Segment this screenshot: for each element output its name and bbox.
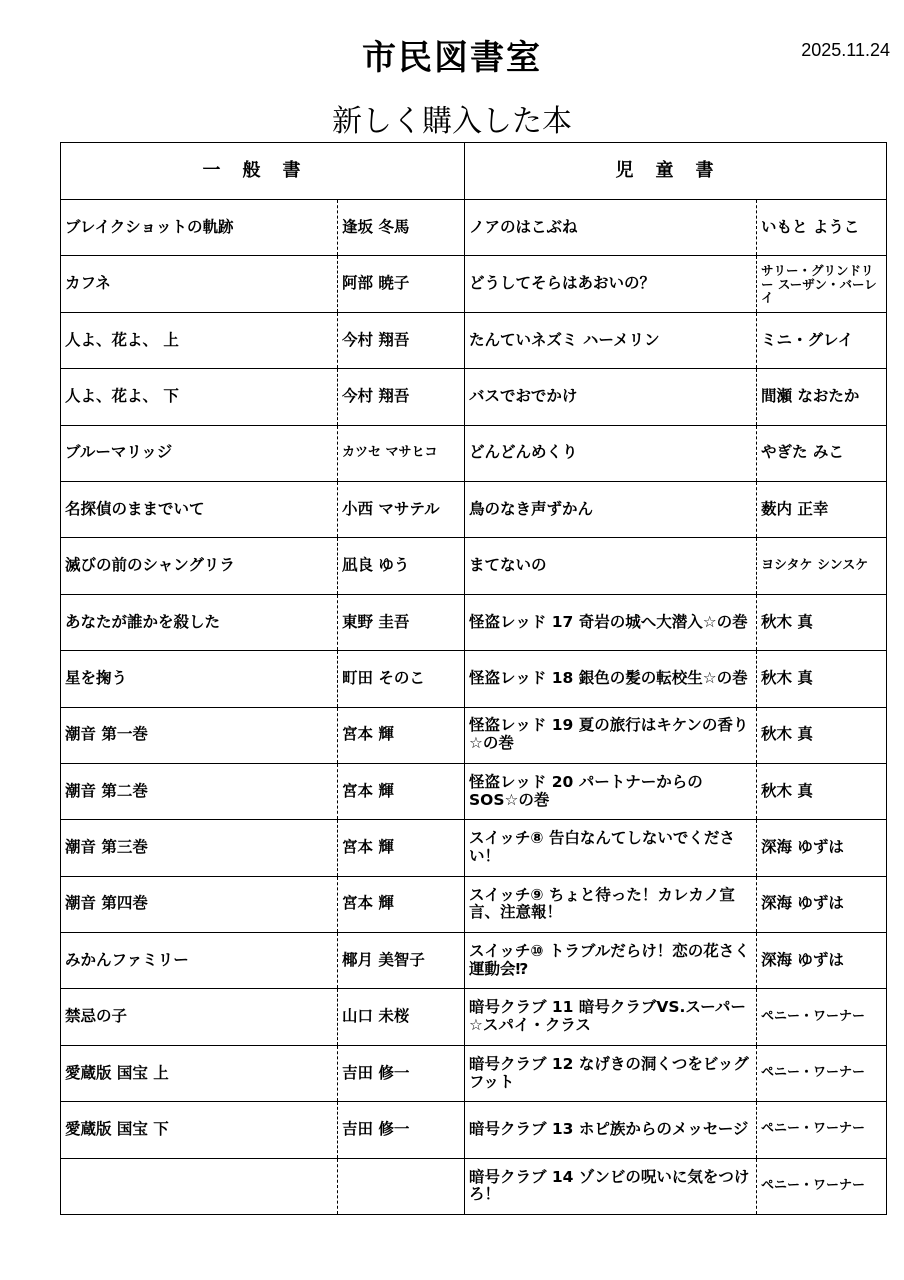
children-book-title: どんどんめくり: [465, 425, 757, 481]
table-row: [61, 763, 887, 819]
children-book-title: 暗号クラブ 13 ホピ族からのメッセージ: [465, 1102, 757, 1158]
table-row: [61, 481, 887, 537]
children-book-title: 怪盗レッド 19 夏の旅行はキケンの香り☆の巻: [465, 707, 757, 763]
page-subtitle: 新しく購入した本: [332, 104, 572, 139]
general-book-author: 山口 未桜: [338, 989, 465, 1045]
general-book-author: 宮本 輝: [338, 876, 465, 932]
table-row: [61, 312, 887, 368]
children-book-title: スイッチ⑨ ちょと待った！カレカノ宣言、注意報！: [465, 876, 757, 932]
children-book-author: 秋木 真: [757, 651, 887, 707]
children-book-author: やぎた みこ: [757, 425, 887, 481]
children-book-author: サリー・グリンドリー スーザン・バーレイ: [757, 256, 887, 312]
general-book-author: [338, 1158, 465, 1214]
general-book-title: 潮音 第四巻: [61, 876, 338, 932]
table-row: [61, 1158, 887, 1214]
children-book-author: 秋木 真: [757, 763, 887, 819]
general-book-author: 宮本 輝: [338, 820, 465, 876]
table-row: [61, 933, 887, 989]
general-book-author: カツセ マサヒコ: [338, 425, 465, 481]
children-book-title: 鳥のなき声ずかん: [465, 481, 757, 537]
general-book-title: 潮音 第三巻: [61, 820, 338, 876]
general-book-author: 東野 圭吾: [338, 594, 465, 650]
general-book-title: 愛蔵版 国宝 上: [61, 1045, 338, 1101]
children-book-author: ペニー・ワーナー: [757, 989, 887, 1045]
general-book-author: 宮本 輝: [338, 763, 465, 819]
general-book-title: 人よ、花よ、 上: [61, 312, 338, 368]
table-row: [61, 1102, 887, 1158]
general-book-title: ブレイクショットの軌跡: [61, 200, 338, 256]
table-row: [61, 1045, 887, 1101]
general-book-title: ブルーマリッジ: [61, 425, 338, 481]
children-book-title: スイッチ⑩ トラブルだらけ！恋の花さく運動会⁉: [465, 933, 757, 989]
general-book-title: 人よ、花よ、 下: [61, 369, 338, 425]
children-book-author: 深海 ゆずは: [757, 820, 887, 876]
general-book-author: 町田 そのこ: [338, 651, 465, 707]
general-book-author: 吉田 修一: [338, 1102, 465, 1158]
children-book-title: どうしてそらはあおいの？: [465, 256, 757, 312]
general-book-title: 滅びの前のシャングリラ: [61, 538, 338, 594]
children-book-author: 深海 ゆずは: [757, 876, 887, 932]
children-book-title: 怪盗レッド 20 パートナーからのSOS☆の巻: [465, 763, 757, 819]
table-row: [61, 369, 887, 425]
children-book-title: バスでおでかけ: [465, 369, 757, 425]
general-book-title: みかんファミリー: [61, 933, 338, 989]
general-book-title: 星を掬う: [61, 651, 338, 707]
table-row: [61, 200, 887, 256]
children-book-author: ヨシタケ シンスケ: [757, 538, 887, 594]
general-book-author: 凪良 ゆう: [338, 538, 465, 594]
children-book-author: いもと ようこ: [757, 200, 887, 256]
general-book-title: 潮音 第二巻: [61, 763, 338, 819]
children-book-title: たんていネズミ ハーメリン: [465, 312, 757, 368]
general-book-title: 愛蔵版 国宝 下: [61, 1102, 338, 1158]
general-book-author: 椰月 美智子: [338, 933, 465, 989]
general-book-author: 逢坂 冬馬: [338, 200, 465, 256]
table-row: [61, 707, 887, 763]
children-book-title: 怪盗レッド 17 奇岩の城へ大潜入☆の巻: [465, 594, 757, 650]
table-row: [61, 651, 887, 707]
children-book-author: ペニー・ワーナー: [757, 1045, 887, 1101]
general-book-title: 禁忌の子: [61, 989, 338, 1045]
children-book-title: 暗号クラブ 11 暗号クラブVS.スーパー☆スパイ・クラス: [465, 989, 757, 1045]
general-book-author: 宮本 輝: [338, 707, 465, 763]
table-row: [61, 820, 887, 876]
general-books-header: 一般書: [61, 143, 465, 200]
children-book-author: ミニ・グレイ: [757, 312, 887, 368]
general-book-title: 名探偵のままでいて: [61, 481, 338, 537]
children-book-author: 秋木 真: [757, 707, 887, 763]
table-row: [61, 989, 887, 1045]
children-book-author: 薮内 正幸: [757, 481, 887, 537]
children-books-header: 児童書: [465, 143, 887, 200]
children-book-title: スイッチ⑧ 告白なんてしないでください！: [465, 820, 757, 876]
general-book-title: 潮音 第一巻: [61, 707, 338, 763]
children-book-author: ペニー・ワーナー: [757, 1158, 887, 1214]
general-book-author: 吉田 修一: [338, 1045, 465, 1101]
general-book-author: 今村 翔吾: [338, 312, 465, 368]
table-row: [61, 425, 887, 481]
children-book-title: 暗号クラブ 12 なげきの洞くつをビッグフット: [465, 1045, 757, 1101]
children-book-author: 間瀬 なおたか: [757, 369, 887, 425]
children-book-title: 暗号クラブ 14 ゾンビの呪いに気をつけろ！: [465, 1158, 757, 1214]
children-book-author: 深海 ゆずは: [757, 933, 887, 989]
general-book-author: 今村 翔吾: [338, 369, 465, 425]
table-row: [61, 876, 887, 932]
children-book-title: 怪盗レッド 18 銀色の髪の転校生☆の巻: [465, 651, 757, 707]
table-row: [61, 538, 887, 594]
children-book-title: ノアのはこぶね: [465, 200, 757, 256]
general-book-title: カフネ: [61, 256, 338, 312]
date-label: 2025.11.24: [801, 40, 890, 60]
children-book-author: ペニー・ワーナー: [757, 1102, 887, 1158]
book-list-table: [60, 142, 887, 1215]
table-row: [61, 594, 887, 650]
general-book-title: あなたが誰かを殺した: [61, 594, 338, 650]
general-book-author: 阿部 暁子: [338, 256, 465, 312]
children-book-title: まてないの: [465, 538, 757, 594]
page-title: 市民図書室: [362, 38, 542, 78]
table-row: [61, 256, 887, 312]
general-book-title: [61, 1158, 338, 1214]
children-book-author: 秋木 真: [757, 594, 887, 650]
general-book-author: 小西 マサテル: [338, 481, 465, 537]
